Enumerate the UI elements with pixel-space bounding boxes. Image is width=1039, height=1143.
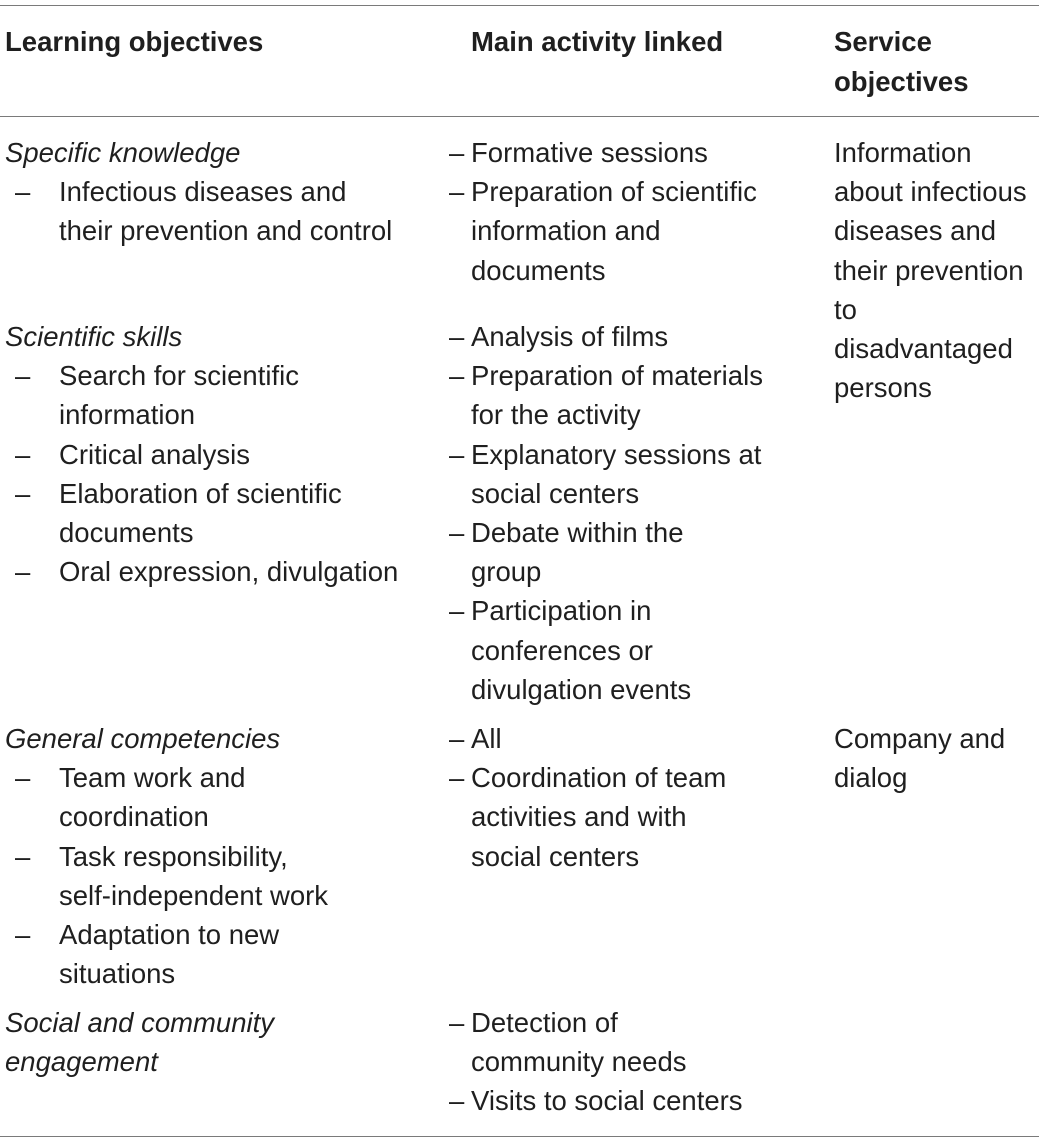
row-social-engagement-activities [449, 1003, 743, 1121]
row-scientific-skills-objectives [5, 317, 398, 591]
list-item: – Participation in conferences or divulgation events [449, 595, 692, 705]
row-specific-knowledge-objectives [5, 133, 392, 251]
list-item: – Explanatory sessions at social centers [449, 438, 762, 509]
list-item: – Formative sessions [449, 137, 708, 168]
list-item: – Preparation of scientific information and documents [449, 176, 757, 286]
row-scientific-skills-activities [449, 317, 763, 709]
objective-heading: Specific knowledge [5, 137, 241, 168]
header-service-objectives: Service objectives [834, 26, 969, 97]
row-social-engagement-objectives [5, 1003, 274, 1081]
row-specific-knowledge-activities [449, 133, 757, 290]
table-bottom-rule [0, 1136, 1039, 1137]
header-divider-rule [0, 116, 1039, 117]
list-item: – Task responsibility, self-independent work [15, 840, 329, 911]
objective-heading: Social and community [5, 1007, 275, 1038]
row-general-competencies-activities [449, 719, 726, 876]
header-learning-objectives: Learning objectives [5, 26, 264, 57]
list-item: – All [449, 723, 502, 754]
row-service-information: Information about infectious diseases and their prevention to disadvantaged persons [834, 137, 1027, 404]
objective-heading: Scientific skills [5, 321, 183, 352]
list-item: – Elaboration of scientific documents [15, 477, 342, 549]
list-item: – Team work and coordination [15, 762, 246, 833]
list-item: – Oral expression, divulgation [15, 556, 399, 588]
list-item: – Preparation of materials for the activity [449, 360, 763, 431]
list-item: – Infectious diseases and their prevention and control [15, 176, 393, 247]
table-top-rule [0, 5, 1039, 6]
header-main-activity: Main activity linked [471, 26, 724, 57]
list-item: – Adaptation to new situations [15, 919, 280, 990]
list-item: – Critical analysis [15, 438, 251, 470]
objective-heading-cont: engagement [5, 1046, 158, 1078]
objective-heading: General competencies [5, 723, 281, 754]
list-item: – Analysis of films [449, 321, 669, 352]
list-item: – Visits to social centers [449, 1085, 743, 1117]
list-item: – Debate within the group [449, 517, 684, 588]
row-service-company: Company and dialog [834, 723, 1006, 794]
row-general-competencies-objectives [5, 719, 328, 993]
list-item: – Detection of community needs [449, 1007, 687, 1078]
list-item: – Coordination of team activities and with social centers [449, 762, 727, 872]
list-item: – Search for scientific information [15, 360, 299, 431]
